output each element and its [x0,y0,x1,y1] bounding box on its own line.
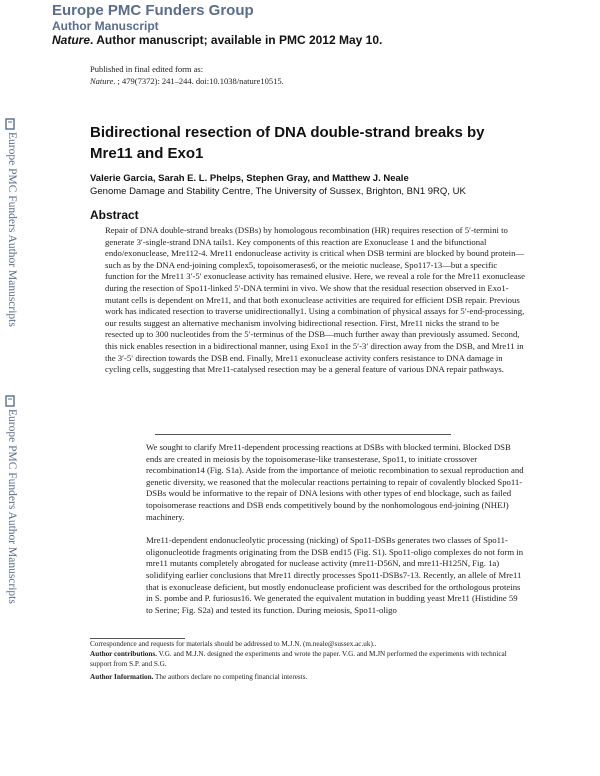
abstract-heading: Abstract [90,208,139,222]
funder-group-title: Europe PMC Funders Group [52,2,254,19]
citation-details: . ; 479(7372): 241–244. doi:10.1038/nature10515. [113,76,284,86]
main-text [146,442,526,628]
author-list: Valerie Garcia, Sarah E. L. Phelps, Stephen Gray, and Matthew J. Neale [90,173,409,184]
abstract-text: Repair of DNA double-strand breaks (DSBs) by homologous recombination (HR) requires resection of 5′-termini to generate 3′-single-strand DNA tails1. Key components of this reaction are Exonuclease 1 and the bifunctional endo/exonuclease, Mre112-4. Mre11 endonuclease activity is critical when DSB termini are blocked by bound protein—such as by the DNA end-joining complex5, topoisomerases6, or the meiotic nuclease, Spo117-13—but a specific function for the Mre11 3′-5′ exonuclease activity has remained elusive. Here, we reveal a role for the Mre11 exonuclease during the resection of Spo11-linked 5′-DNA termini in vivo. We show that the residual resection observed in Exo1-mutant cells is dependent on Mre11, and that both exonuclease activities are required for efficient DSB repair. Previous work has indicated resection to traverse unidirectionally1. Using a combination of physical assays for 5′-end-processing, our results suggest an alternative mechanism involving bidirectional resection. First, Mre11 nicks the strand to be resected up to 300 nucleotides from the 5′-terminus of the DSB—much further away than previously assumed. Second, this nick enables resection in a bidirectional manner, using Exo1 in the 5′-3′ direction away from the DSB, and Mre11 in the 3′-5′ direction towards the DSB end. Finally, Mre11 exonuclease activity confers resistance to DNA damage in cycling cells, suggesting that Mre11-catalysed resection may be a general feature of various DNA repair pathways. [105,225,525,375]
section-divider [155,434,451,435]
author-block [90,172,466,198]
funder-header [52,2,382,48]
affiliation: Genome Damage and Stability Centre, The University of Sussex, Brighton, BN1 9RQ, UK [90,186,466,197]
publication-info [90,63,284,87]
sidebar-text-top: Europe PMC Funders Author Manuscripts [6,132,18,327]
paragraph: Mre11-dependent endonucleolytic processing (nicking) of Spo11-DSBs generates two classes of Spo11-oligonucleotide fragments originating from the DSB end15 (Fig. S1). Spo11-oligo complexes do not form in mre11 mutants completely abrogated for nuclease activity (mre11-D56N, and mre11-H125N, Fig. 1a) solidifying earlier conclusions that Mre11 directly processes Spo11-DSBs7-13. Recently, an allele of Mre11 that is exonuclease deficient, but mostly endonuclease proficient was described for the orthologous proteins in S. pombe and P. furiosus16. We generated the equivalent mutation in budding yeast Mre11 (Histidine 59 to Serine; Fig. S2a) and tested its function. During meiosis, Spo11-oligo [146,535,524,615]
author-information: Author Information. The authors declare no competing financial interests. [90,673,308,682]
footnote-divider [90,638,185,639]
article-title: Bidirectional resection of DNA double-strand breaks by Mre11 and Exo1 [90,124,485,162]
paragraph: We sought to clarify Mre11-dependent processing reactions at DSBs with blocked termini. Blocked DSB ends are created in meiosis by the topoisomerase-like transesterase, Spo11, to initiate crossover recombination14 (Fig. S1a). Aside from the importance of meiotic recombination to sexual reproduction and genetic diversity, we reasoned that the molecular reactions pertaining to repair of covalently blocked Spo11-DSBs would be informative to the repair of DNA lesions with other types of end blockage, such as failed topoisomerase reactions and DSB ends competitively bound by the nonhomologous end-joining (NHEJ) machinery. [146,442,524,522]
manuscript-status [52,33,382,48]
journal-name: Nature [52,33,91,47]
citation [90,75,284,87]
footnotes [90,640,530,683]
availability-text: . Author manuscript; available in PMC 2012 May 10. [90,33,383,47]
author-manuscript-label: Author Manuscript [52,19,159,33]
author-contributions: Author contributions. V.G. and M.J.N. designed the experiments and wrote the paper. V.G. and M.JN performed the experiments with technical support from S.P. and S.G. [90,649,507,668]
book-icon [5,395,15,407]
published-in-label: Published in final edited form as: [90,64,204,74]
book-icon [5,118,15,130]
sidebar-text-bottom: Europe PMC Funders Author Manuscripts [6,409,18,604]
correspondence-note: Correspondence and requests for materials should be addressed to M.J.N. (m.neale@sussex.ac.uk).. [90,640,377,648]
citation-journal: Nature [90,76,114,86]
